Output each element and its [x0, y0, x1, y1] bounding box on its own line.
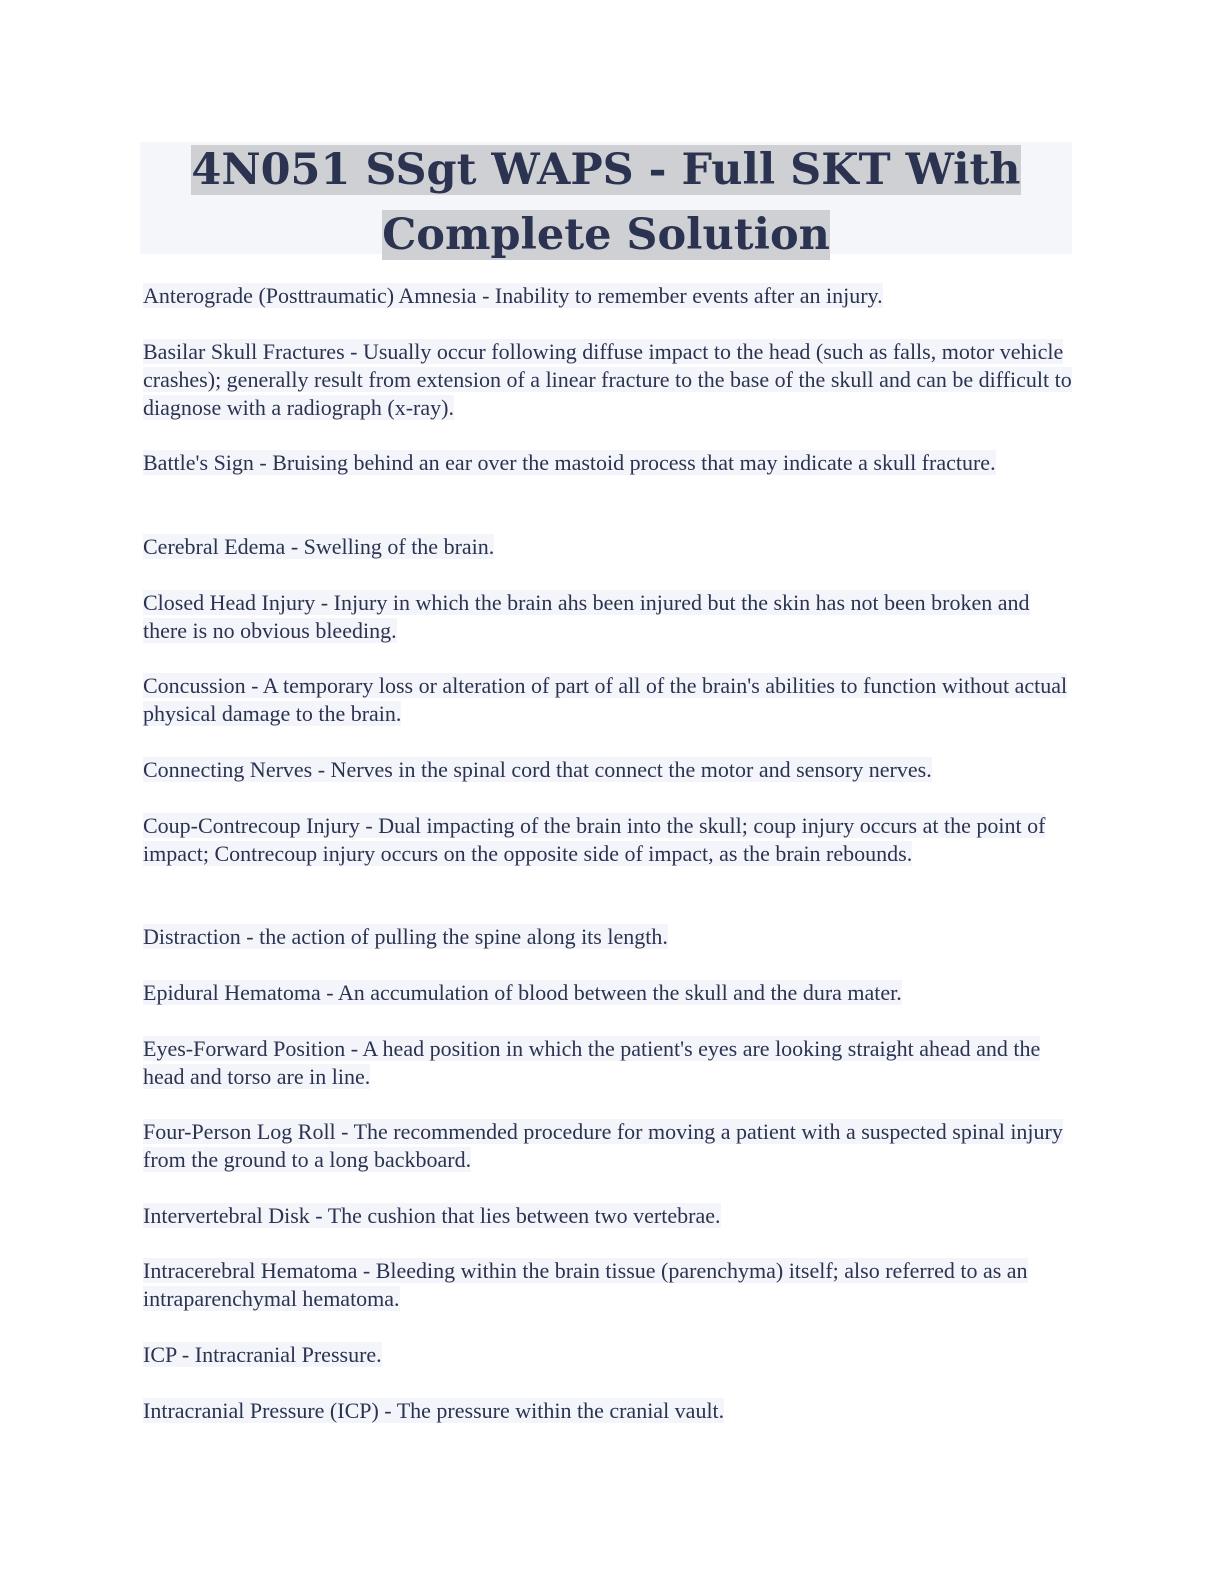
glossary-entry: ICP - Intracranial Pressure.	[143, 1342, 382, 1367]
glossary-entry: Intracerebral Hematoma - Bleeding within the brain tissue (parenchyma) itself; also referred to as an intraparenchymal hematoma.	[143, 1258, 1028, 1311]
glossary-entry: Intracranial Pressure (ICP) - The pressure within the cranial vault.	[143, 1398, 725, 1423]
glossary-entry: Anterograde (Posttraumatic) Amnesia - Inability to remember events after an injury.	[143, 283, 883, 308]
glossary-entry: Closed Head Injury - Injury in which the brain ahs been injured but the skin has not been broken and there is no obvious bleeding.	[143, 590, 1030, 643]
glossary-entry: Four-Person Log Roll - The recommended procedure for moving a patient with a suspected spinal injury from the ground to a long backboard.	[143, 1119, 1063, 1172]
title-block	[140, 142, 1072, 260]
glossary-entry: Cerebral Edema - Swelling of the brain.	[143, 534, 495, 559]
glossary-entry: Concussion - A temporary loss or alteration of part of all of the brain's abilities to function without actual physical damage to the brain.	[143, 673, 1068, 726]
document-title-line-2: Complete Solution	[382, 210, 830, 260]
glossary-entry: Distraction - the action of pulling the spine along its length.	[143, 924, 668, 949]
glossary-entry: Epidural Hematoma - An accumulation of blood between the skull and the dura mater.	[143, 980, 902, 1005]
glossary-entry: Battle's Sign - Bruising behind an ear over the mastoid process that may indicate a skull fracture.	[143, 450, 996, 475]
document-title-line-1: 4N051 SSgt WAPS - Full SKT With	[191, 145, 1021, 195]
glossary-entry: Coup-Contrecoup Injury - Dual impacting of the brain into the skull; coup injury occurs at the point of impact; Contrecoup injury occurs on the opposite side of impact, as the brain rebounds.	[143, 813, 1046, 866]
glossary-entry: Connecting Nerves - Nerves in the spinal cord that connect the motor and sensory nerves.	[143, 757, 932, 782]
glossary-entry: Eyes-Forward Position - A head position in which the patient's eyes are looking straight ahead and the head and torso are in line.	[143, 1036, 1041, 1089]
glossary-entry: Intervertebral Disk - The cushion that lies between two vertebrae.	[143, 1203, 721, 1228]
glossary-entry: Basilar Skull Fractures - Usually occur following diffuse impact to the head (such as falls, motor vehicle crashes); generally result from extension of a linear fracture to the base of the skull and can be difficult to diagnose with a radiograph (x-ray).	[143, 339, 1072, 420]
